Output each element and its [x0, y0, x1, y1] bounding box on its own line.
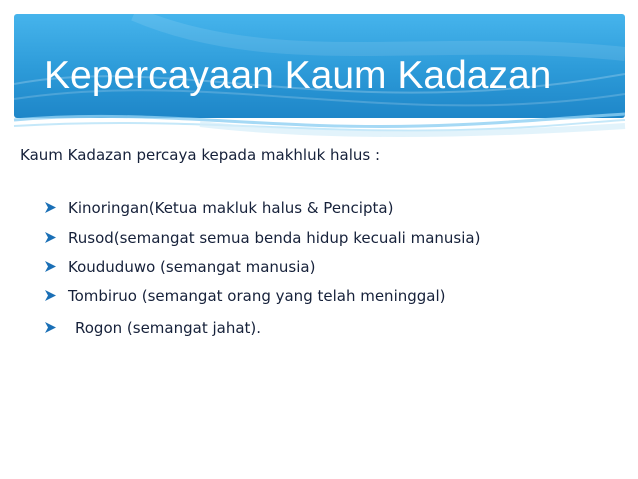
- list-item-label: Kinoringan(Ketua makluk halus & Pencipta): [68, 199, 394, 217]
- intro-text: Kaum Kadazan percaya kepada makhluk halus :: [20, 146, 381, 164]
- header-wave-decoration: [0, 100, 638, 140]
- arrow-bullet-icon: [44, 201, 57, 214]
- arrow-bullet-icon: [44, 289, 57, 302]
- list-item-label: Koududuwo (semangat manusia): [68, 258, 316, 276]
- list-item-label: Rusod(semangat semua benda hidup kecuali manusia): [68, 229, 481, 247]
- arrow-bullet-icon: [44, 321, 57, 334]
- slide-title: Kepercayaan Kaum Kadazan: [44, 54, 552, 97]
- list-item-label: Rogon (semangat jahat).: [75, 319, 262, 337]
- arrow-bullet-icon: [44, 231, 57, 244]
- arrow-bullet-icon: [44, 260, 57, 273]
- list-item-label: Tombiruo (semangat orang yang telah meninggal): [68, 287, 446, 305]
